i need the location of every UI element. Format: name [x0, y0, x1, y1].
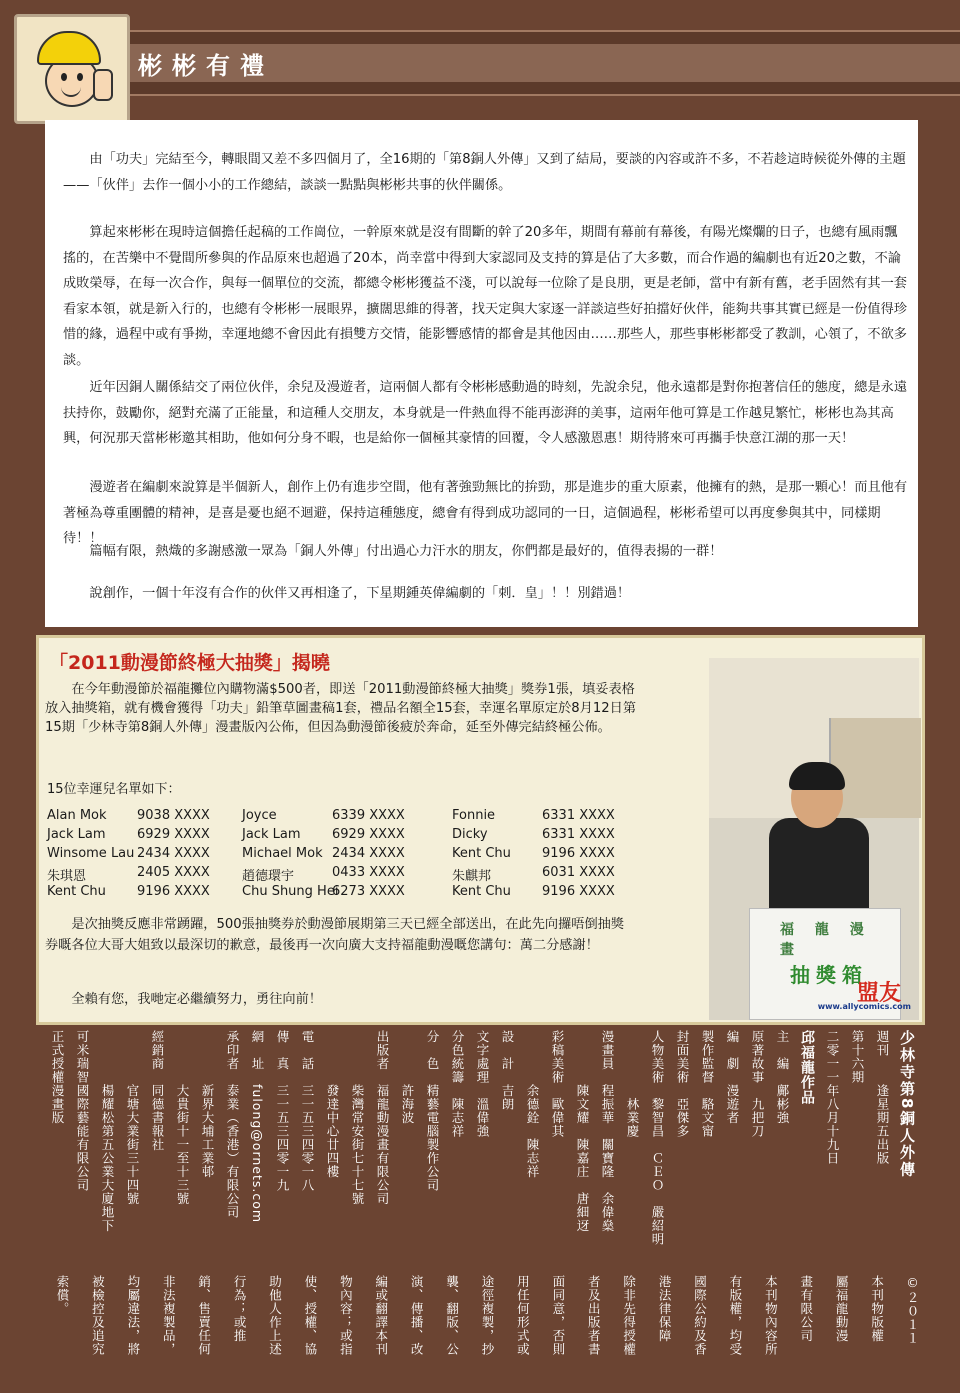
credits-panel: [30, 1030, 930, 1262]
editorial-article: [45, 120, 918, 627]
lottery-section: [36, 635, 925, 1025]
winner-name: Joyce: [242, 808, 277, 823]
winner-name: Kent Chu: [452, 884, 511, 899]
article-paragraph: 近年因銅人關係結交了兩位伙伴，余兒及漫遊者，這兩個人都有令彬彬感動過的時刻，先說余兒，他永遠都是對你抱著信任的態度，總是永遠扶持你，鼓勵你，絕對充滿了正能量，和這種人交朋友，本身就是一件熱血得不能再澎湃的美事，這兩年他可算是工作越見繁忙，彬彬也為其高興，何況那天當彬彬邀其相助，他如何分身不暇，也是給你一個極其豪情的回覆，令人感激恩惠！期待將來可再攜手快意江湖的那一天！: [63, 380, 908, 446]
copyright-column: 銷、售賣任何: [196, 1275, 212, 1356]
winner-phone: 2434 XXXX: [332, 846, 405, 861]
winner-phone: 9196 XXXX: [542, 846, 615, 861]
copyright-column: 有版權，均受: [727, 1275, 743, 1356]
winner-name: Chu Shung Hei: [242, 884, 339, 899]
article-paragraph: 漫遊者在編劇來說算是半個新人，創作上仍有進步空間，他有著強勁無比的拚勁，那是進步的重大原素，他擁有的熱，是那一顆心！而且他有著極為尊重團體的精神，是喜是憂也絕不迴避，保持這種態度，總會有得到成功認同的一日，這個過程，彬彬希望可以再度參與其中，同樣期待！！: [63, 480, 908, 546]
winner-name: Winsome Lau: [47, 846, 135, 861]
copyright-column: 國際公約及香: [692, 1275, 708, 1356]
copyright-column: 港法律保障: [657, 1275, 673, 1343]
winner-phone: 9038 XXXX: [137, 808, 210, 823]
credits-column: 官塘大業街三十四號: [125, 1030, 140, 1206]
photo-shelf: [829, 718, 921, 818]
winner-name: Kent Chu: [452, 846, 511, 861]
allycomics-watermark: [817, 976, 913, 1016]
article-paragraph: 算起來彬彬在現時這個擔任起稿的工作崗位，一幹原來就是沒有間斷的幹了20多年，期間有幕前有幕後，有陽光燦爛的日子，也總有風雨飄搖的，在苦樂中不覺間所參與的作品原來也超過了20本，尚幸當中得到大家認同及支持的算是佔了大多數，而合作過的編劇也有近20之數，不論成敗榮辱，在每一次合作，與每一個單位的交流，都總令彬彬獲益不淺，可以說每一位除了是良朋，更是老師，當中有新有舊，老手固然有其一套看家本領，就是新入行的，也總有令彬彬一展眼界，擴闊思維的得著，找天定與大家逐一詳談這些好拍擋好伙伴，能夠共事其實已經是一份值得珍惜的緣，過程中或有爭拗，幸運地總不會因此有損雙方交情，能影響感情的都會是其他因由……那些人，那些事彬彬都受了教訓，心領了，不欲多談。: [63, 225, 907, 368]
credits-column: 邱福龍作品: [799, 1030, 815, 1105]
lottery-thanks: 是次抽獎反應非常踴躍，500張抽獎券於動漫節展期第三天已經全部送出，在此先向攞唔倒抽獎券嘅各位大哥大姐致以最深切的歉意，最後再一次向廣大支持福龍動漫嘅您講句：萬二分感謝！: [45, 917, 625, 953]
winner-name: 趙德環宇: [242, 869, 295, 884]
copyright-column: 使、授權、協: [302, 1275, 318, 1356]
credits-column: 大貴街十一至十三號: [175, 1030, 190, 1206]
article-paragraph: 說創作，一個十年沒有合作的伙伴又再相逢了，下星期鍾英偉編劇的「刺．皇」！！別錯過！: [89, 586, 631, 601]
mascot-eye: [77, 73, 83, 81]
winner-name: Jack Lam: [242, 827, 301, 842]
credits-column: 正式授權漫畫版: [50, 1030, 65, 1125]
winner-phone: 9196 XXXX: [137, 884, 210, 899]
credits-column: 許海波: [400, 1030, 415, 1125]
copyright-column: 行為；或推: [232, 1275, 248, 1343]
credits-column: 文字處理 溫偉強: [475, 1030, 490, 1138]
credits-column: 新界大埔工業邨: [200, 1030, 215, 1179]
copyright-column: 除非先得授權: [621, 1275, 637, 1356]
winner-name: Kent Chu: [47, 884, 106, 899]
credits-column: 林業慶: [625, 1030, 640, 1138]
winner-phone: 2434 XXXX: [137, 846, 210, 861]
credits-column: 柴灣常安街七十七號: [350, 1030, 365, 1206]
credits-column: 余德銓 陳志祥: [525, 1030, 540, 1179]
watermark-brand: 盟友: [856, 981, 901, 1006]
credits-column: 漫畫員 程振華 關寶隆 余偉燊: [600, 1030, 615, 1233]
credits-column: 分 色 精藝電腦製作公司: [425, 1030, 440, 1192]
lottery-box-title: 抽獎箱: [790, 963, 868, 987]
winner-phone: 6929 XXXX: [137, 827, 210, 842]
credits-column: 少林寺第8銅人外傳: [898, 1030, 916, 1179]
copyright-panel: [30, 1275, 930, 1385]
page-title: 彬彬有禮: [138, 52, 274, 80]
peace-sign-hand: [93, 69, 113, 101]
copyright-column: 畫有限公司: [798, 1275, 814, 1343]
winner-phone: 6031 XXXX: [542, 865, 615, 880]
credits-column: 設 計 吉朗: [500, 1030, 515, 1111]
lottery-title: 「2011動漫節終極大抽獎」揭曉: [49, 652, 330, 674]
lottery-closing: 全賴有您，我哋定必繼續努力，勇往向前！: [71, 992, 322, 1007]
credits-column: 二零一一年八月十九日: [825, 1030, 840, 1165]
winner-name: Alan Mok: [47, 808, 107, 823]
credits-column: 編 劇 漫遊者: [725, 1030, 740, 1125]
credits-column: 製作監督 駱文甯: [700, 1030, 715, 1138]
article-paragraph: 篇幅有限，熱熾的多謝感激一眾為「銅人外傳」付出過心力汗水的朋友，你們都是最好的，值得表揚的一群！: [89, 544, 723, 559]
winner-phone: 6339 XXXX: [332, 808, 405, 823]
copyright-column: 非法複製品，: [161, 1275, 177, 1356]
credits-column: 網 址 fulong@ornets.com: [250, 1030, 265, 1224]
credits-column: 傳 真 三一五三四零一九: [275, 1030, 290, 1192]
winner-name: 朱琪恩: [47, 869, 87, 884]
credits-column: 主 編 鄺彬強: [775, 1030, 790, 1125]
copyright-column: 用任何形式或: [515, 1275, 531, 1356]
mascot-eye: [61, 73, 67, 81]
copyright-column: 者及出版者書: [586, 1275, 602, 1356]
copyright-column: 索償。: [55, 1275, 70, 1316]
credits-column: 陳文耀 陳嘉庄 唐細迓: [575, 1030, 590, 1233]
article-paragraph: 由「功夫」完結至今，轉眼間又差不多四個月了，全16期的「第8銅人外傳」又到了結局，要談的內容或許不多，不若趁這時候從外傳的主題——「伙伴」去作一個小小的工作總結，談談一點點與彬彬共事的伙伴關係。: [63, 152, 906, 193]
copyright-column: ©２０１１: [905, 1275, 920, 1345]
winner-name: Dicky: [452, 827, 488, 842]
credits-column: 第十六期: [850, 1030, 865, 1084]
credits-column: 週刊 逢星期五出版: [875, 1030, 890, 1165]
credits-column: 彩稿美術 歐偉其: [550, 1030, 565, 1138]
winner-phone: 2405 XXXX: [137, 865, 210, 880]
credits-column: 出版者 福龍動漫畫有限公司: [375, 1030, 390, 1206]
copyright-column: 屬福龍動漫: [834, 1275, 850, 1343]
copyright-column: 編或翻譯本刊: [373, 1275, 389, 1356]
credits-column: 封面美術 亞傑多: [675, 1030, 690, 1138]
lottery-box-label: 福 龍 漫 畫: [780, 922, 872, 958]
copyright-column: 被檢控及追究: [90, 1275, 106, 1356]
credits-column: 原著故事 九把刀: [750, 1030, 765, 1138]
page-header: [0, 0, 960, 120]
winner-phone: 9196 XXXX: [542, 884, 615, 899]
lottery-body: 在今年動漫節於福龍攤位內購物滿$500者，即送「2011動漫節終極大抽獎」獎券1張，填妥表格放入抽獎箱，就有機會獲得「功夫」鉛筆草圖畫稿1套，禮品名額全15套，幸運名單原定於8月12日第15期「少林寺第8銅人外傳」漫畫版內公佈，但因為動漫節後疲於奔命，延至外傳完結終極公佈。: [45, 682, 637, 735]
watermark-url: www.allycomics.com: [817, 1002, 911, 1011]
copyright-column: 本刊物內容所: [763, 1275, 779, 1356]
copyright-column: 均屬違法，將: [125, 1275, 141, 1356]
copyright-column: 途徑複製，抄: [480, 1275, 495, 1356]
credits-column: 經銷商 同德書報社: [150, 1030, 165, 1152]
winner-name: Fonnie: [452, 808, 496, 823]
copyright-column: 襲、翻版、公: [444, 1275, 460, 1356]
credits-column: 分色統籌 陳志祥: [450, 1030, 465, 1138]
credits-column: 楊耀松第五公業大廈地下: [100, 1030, 115, 1233]
winner-phone: 0433 XXXX: [332, 865, 405, 880]
credits-column: 人物美術 黎智昌 ＣＥＯ 嚴紹明: [650, 1030, 665, 1246]
mascot-avatar: [14, 14, 130, 124]
header-inner: [120, 44, 960, 82]
draw-photo: [709, 658, 919, 1020]
winners-subtitle: 15位幸運兒名單如下：: [47, 782, 181, 797]
credits-column: 可米瑞智國際藝能有限公司: [75, 1030, 90, 1192]
winner-phone: 6331 XXXX: [542, 827, 615, 842]
header-bar: [120, 30, 960, 96]
copyright-column: 本刊物版權: [869, 1275, 885, 1343]
credits-column: 電 話 三一五三四零一八: [300, 1030, 315, 1192]
mascot-cap: [37, 31, 101, 65]
copyright-column: 助他人作上述: [267, 1275, 283, 1356]
winner-phone: 6331 XXXX: [542, 808, 615, 823]
credits-column: 發達中心廿四樓: [325, 1030, 340, 1179]
copyright-column: 面同意，否則: [550, 1275, 566, 1356]
winner-name: 朱麒邦: [452, 869, 492, 884]
copyright-column: 物內容；或指: [338, 1275, 354, 1356]
mascot-mouth: [61, 87, 81, 97]
winner-phone: 6929 XXXX: [332, 827, 405, 842]
copyright-column: 演、傳播、改: [409, 1275, 425, 1356]
winner-name: Michael Mok: [242, 846, 323, 861]
credits-column: 承印者 泰業（香港）有限公司: [225, 1030, 240, 1219]
winner-name: Jack Lam: [47, 827, 106, 842]
winner-phone: 6273 XXXX: [332, 884, 405, 899]
